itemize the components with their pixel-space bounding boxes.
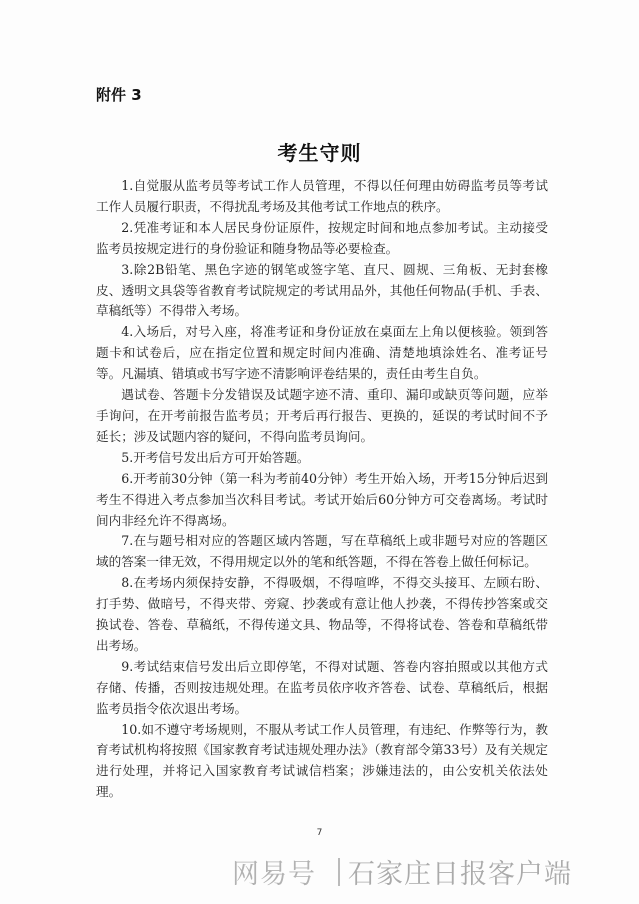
- rule-paragraph: 8.在考场内须保持安静，不得吸烟，不得喧哗，不得交头接耳、左顾右盼、打手势、做暗号，不得夹带、旁窥、抄袭或有意让他人抄袭，不得传抄答案或交换试卷、答卷、草稿纸，不得传递文具、物品等，不得将试卷、答卷和草稿纸带出考场。: [96, 575, 548, 653]
- watermark-divider: [338, 858, 340, 886]
- rule-paragraph: 3.除2B铅笔、黑色字迹的钢笔或签字笔、直尺、圆规、三角板、无封套橡皮、透明文具袋等省教育考试院规定的考试用品外，其他任何物品(手机、手表、草稿纸等）不得带入考场。: [96, 261, 548, 319]
- page-number: 7: [316, 828, 323, 838]
- watermark-publisher: 石家庄日报客户端: [348, 859, 572, 890]
- rule-paragraph: 9.考试结束信号发出后立即停笔，不得对试题、答卷内容拍照或以其他方式存储、传播，否则按违规处理。在监考员依序收齐答卷、试卷、草稿纸后，根据监考员指令依次退出考场。: [96, 658, 548, 716]
- rule-paragraph: 7.在与题号相对应的答题区域内答题，写在草稿纸上或非题号对应的答题区域的答案一律无效，不得用规定以外的笔和纸答题，不得在答卷上做任何标记。: [96, 533, 548, 570]
- attachment-label: 附件 3: [96, 86, 142, 104]
- rule-paragraph: 2.凭准考证和本人居民身份证原件，按规定时间和地点参加考试。主动接受监考员按规定进行的身份验证和随身物品等必要检查。: [96, 219, 548, 256]
- rule-paragraph: 10.如不遵守考场规则，不服从考试工作人员管理，有违纪、作弊等行为，教育考试机构将按照《国家教育考试违规处理办法》（教育部令第33号）及有关规定进行处理，并将记入国家教育考试诚信档案；涉嫌违法的，由公安机关依法处理。: [96, 721, 548, 800]
- rules-body: [96, 176, 548, 803]
- rule-paragraph: 5.开考信号发出后方可开始答题。: [121, 449, 310, 465]
- rule-paragraph: 4.入场后，对号入座，将准考证和身份证放在桌面左上角以便核验。领到答题卡和试卷后，应在指定位置和规定时间内准确、清楚地填涂姓名、准考证号等。凡漏填、错填或书写字迹不清影响评卷结果的，责任由考生自负。: [96, 324, 548, 382]
- watermark-source: 网易号: [232, 859, 316, 890]
- rule-paragraph: 1.自觉服从监考员等考试工作人员管理，不得以任何理由妨碍监考员等考试工作人员履行职责，不得扰乱考场及其他考试工作地点的秩序。: [96, 178, 548, 214]
- rule-paragraph: 6.开考前30分钟（第一科为考前40分钟）考生开始入场，开考15分钟后迟到考生不得进入考点参加当次科目考试。考试开始后60分钟方可交卷离场。考试时间内非经允许不得离场。: [96, 470, 548, 528]
- page-title: 考生守则: [277, 141, 362, 165]
- rule-paragraph: 遇试卷、答题卡分发错误及试题字迹不清、重印、漏印或缺页等问题，应举手询问，在开考前报告监考员；开考后再行报告、更换的，延误的考试时间不予延长；涉及试题内容的疑问，不得向监考员询问。: [96, 387, 548, 444]
